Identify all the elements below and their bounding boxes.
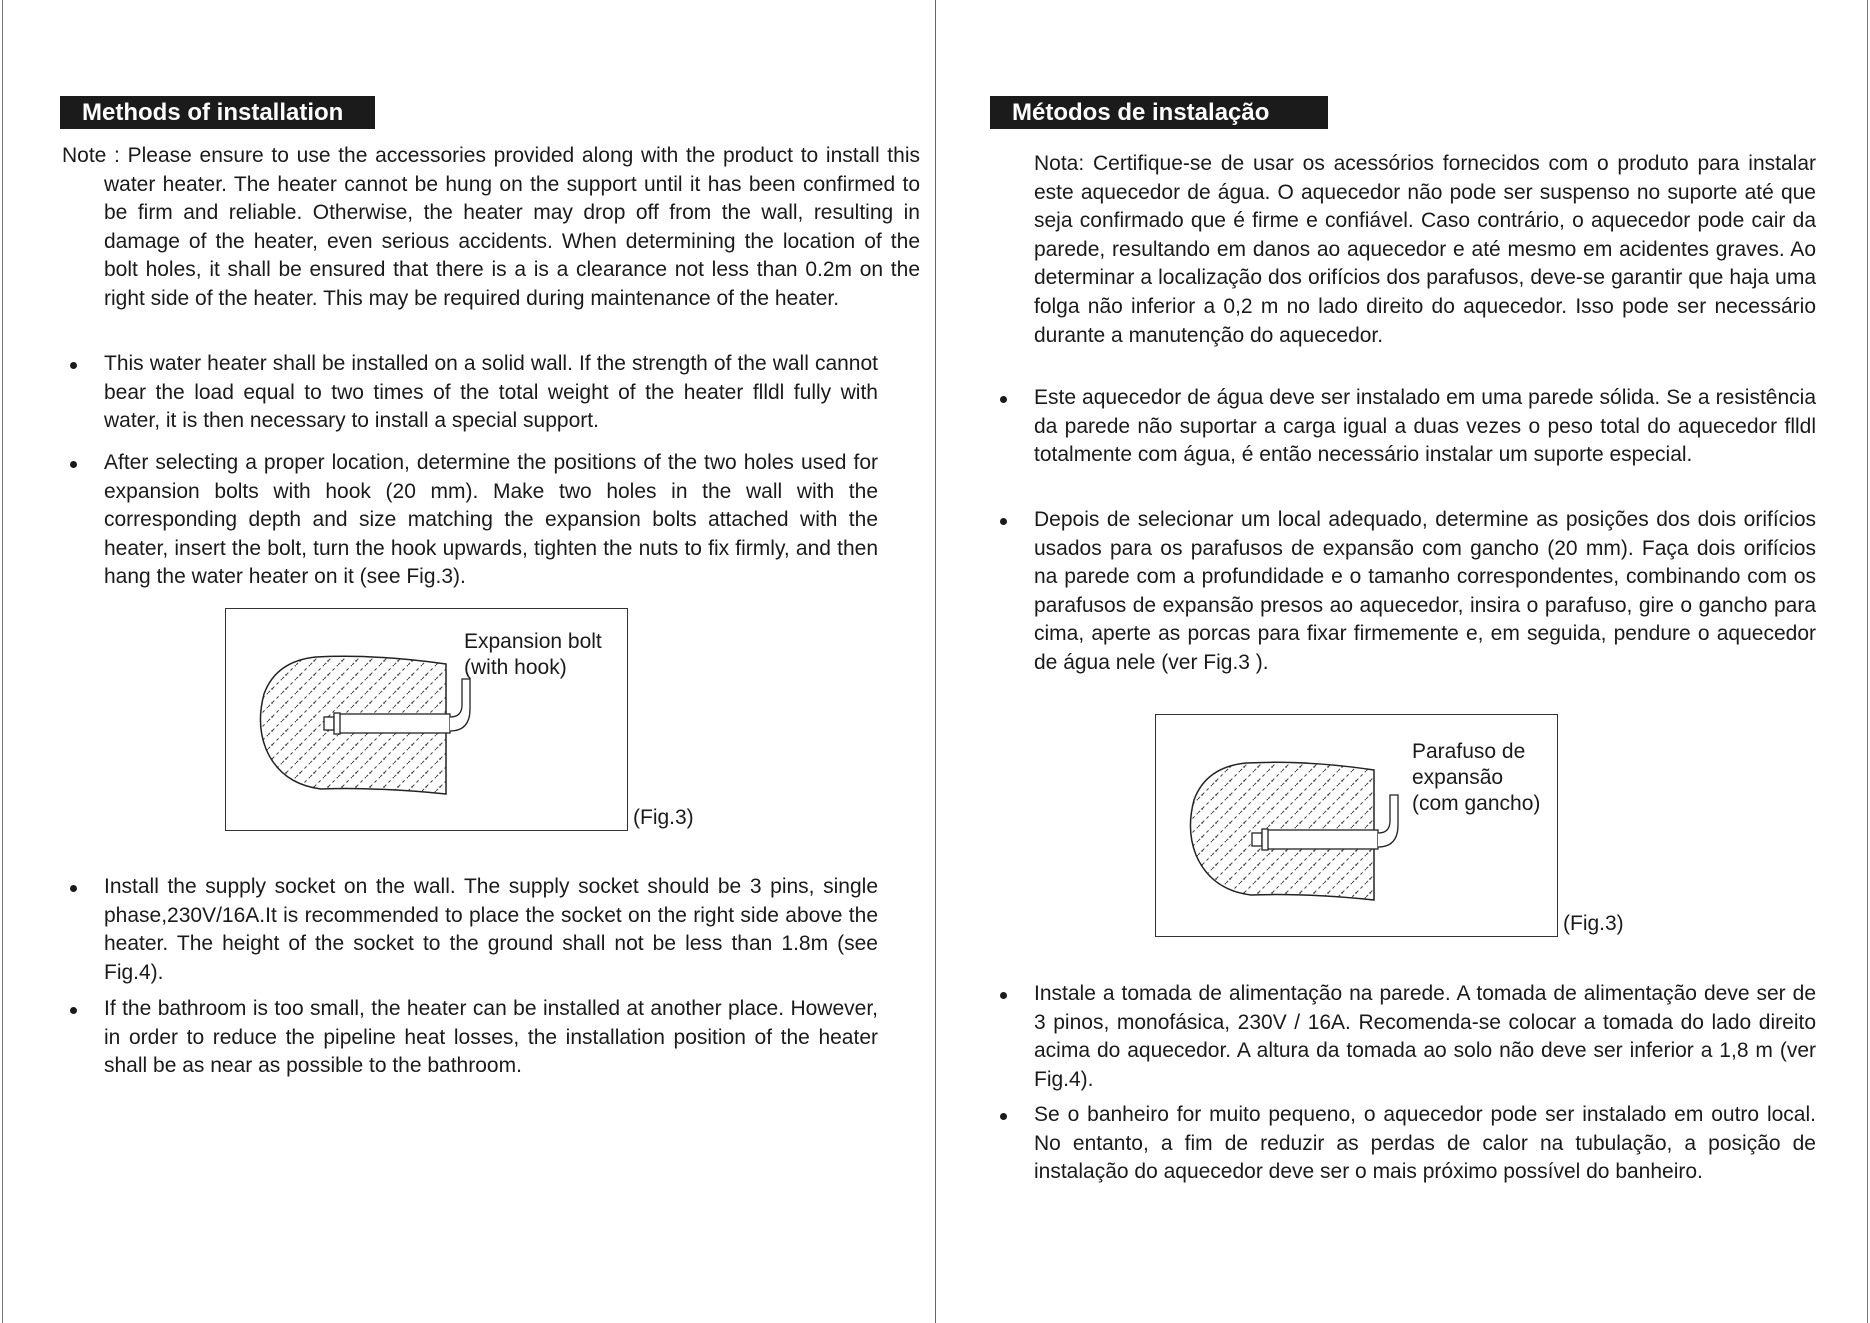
page-edge-left xyxy=(2,0,3,1323)
callout-line: (com gancho) xyxy=(1412,792,1541,815)
bullet-item xyxy=(104,995,878,1081)
bullet-item xyxy=(104,350,878,436)
bullet-dot xyxy=(1000,518,1007,525)
figure-callout xyxy=(1412,739,1540,817)
bullet-item xyxy=(1034,1101,1816,1187)
section-title-portuguese: Métodos de instalação xyxy=(990,96,1328,129)
figure-frame xyxy=(225,608,628,831)
figure-callout xyxy=(464,629,602,681)
bullet-item xyxy=(104,873,878,987)
figure-caption: (Fig.3) xyxy=(1563,912,1624,935)
bullet-dot xyxy=(70,1007,77,1014)
bullet-item xyxy=(104,449,878,592)
figure-frame xyxy=(1155,714,1558,937)
callout-line: Parafuso de xyxy=(1412,740,1526,763)
section-title-english: Methods of installation xyxy=(60,96,375,129)
bullet-dot xyxy=(70,362,77,369)
bullet-dot xyxy=(70,885,77,892)
callout-line: expansão xyxy=(1412,766,1504,789)
bullet-item xyxy=(1034,384,1816,470)
bullet-text: After selecting a proper location, determine the positions of the two holes used for expansion bolts with hook (20 mm). Make two holes in the wall with the corresponding depth and size matching the expansion bolts attached with the heater, insert the bolt, turn the hook upwards, tighten the nuts to fix firmly, and then hang the water heater on it (see Fig.3). xyxy=(104,451,878,589)
bullet-item xyxy=(1034,506,1816,678)
bullet-text: This water heater shall be installed on a solid wall. If the strength of the wall cannot bear the load equal to two times of the total weight of the heater flldl fully with water, it is then necessary to install a special support. xyxy=(104,352,878,433)
bullet-text: Se o banheiro for muito pequeno, o aquecedor pode ser instalado em outro local. No entanto, a fim de reduzir as perdas de calor na tubulação, a posição de instalação do aquecedor deve ser o mais próximo possível do banheiro. xyxy=(1034,1103,1816,1184)
bullet-text: Este aquecedor de água deve ser instalado em uma parede sólida. Se a resistência da parede não suportar a carga igual a duas vezes o peso total do aquecedor flldl totalmente com água, é então necessário instalar um suporte especial. xyxy=(1034,386,1816,467)
bullet-dot xyxy=(1000,1113,1007,1120)
bullet-dot xyxy=(1000,396,1007,403)
bullet-text: Instale a tomada de alimentação na parede. A tomada de alimentação deve ser de 3 pinos, monofásica, 230V / 16A. Recomenda-se colocar a tomada do lado direito acima do aquecedor. A altura da tomada ao solo não deve ser inferior a 1,8 m (ver Fig.4). xyxy=(1034,982,1816,1091)
bullet-item xyxy=(1034,980,1816,1094)
bullet-dot xyxy=(70,461,77,468)
callout-line: Expansion bolt xyxy=(464,630,602,653)
bullet-dot xyxy=(1000,992,1007,999)
note-paragraph-english: Note : Please ensure to use the accessories provided along with the product to install this water heater. The heater cannot be hung on the support until it has been confirmed to be firm and reliable. Otherwise, the heater may drop off from the wall, resulting in damage of the heater, even serious accidents. When determining the location of the bolt holes, it shall be ensured that there is a is a clearance not less than 0.2m on the right side of the heater. This may be required during maintenance of the heater. xyxy=(62,144,920,310)
callout-line: (with hook) xyxy=(464,656,567,679)
bullet-text: Install the supply socket on the wall. The supply socket should be 3 pins, single phase,230V/16A.It is recommended to place the socket on the right side above the heater. The height of the socket to the ground shall not be less than 1.8m (see Fig.4). xyxy=(104,875,878,984)
note-paragraph-portuguese: Nota: Certifique-se de usar os acessórios fornecidos com o produto para instalar este aquecedor de água. O aquecedor não pode ser suspenso no suporte até que seja confirmado que é firme e confiável. Caso contrário, o aquecedor pode cair da parede, resultando em danos ao aquecedor e até mesmo em acidentes graves. Ao determinar a localização dos orifícios dos parafusos, deve-se garantir que haja uma folga não inferior a 0,2 m no lado direito do aquecedor. Isso pode ser necessário durante a manutenção do aquecedor. xyxy=(1034,152,1816,347)
bullet-text: If the bathroom is too small, the heater can be installed at another place. However, in order to reduce the pipeline heat losses, the installation position of the heater shall be as near as possible to the bathroom. xyxy=(104,997,878,1078)
figure-caption: (Fig.3) xyxy=(633,806,694,829)
bullet-text: Depois de selecionar um local adequado, determine as posições dos dois orifícios usados para os parafusos de expansão com gancho (20 mm). Faça dois orifícios na parede com a profundidade e o tamanho correspondentes, combinando com os parafusos de expansão presos ao aquecedor, insira o parafuso, gire o gancho para cima, aperte as porcas para fixar firmemente e, em seguida, pendure o aquecedor de água nele (ver Fig.3 ). xyxy=(1034,508,1816,674)
page-fold-divider xyxy=(935,0,936,1323)
page-edge-right xyxy=(1867,0,1868,1323)
